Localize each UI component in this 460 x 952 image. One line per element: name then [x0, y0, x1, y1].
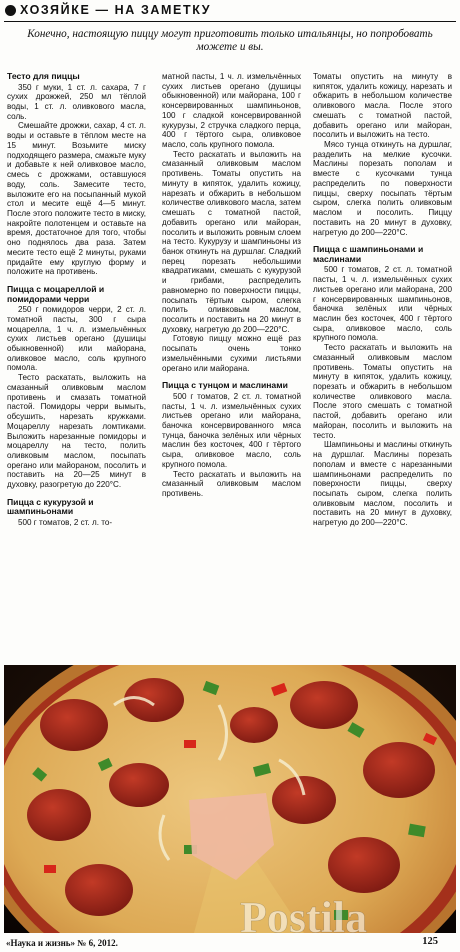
mushroom-ingredients: 500 г томатов, 2 ст. л. томатной пасты, 1 ч. л. измельчённых сухих листьев орегано или майорана, 200 г консервированных шампиньонов, баночка зелёных или чёрных маслин без косточек, 400 г тёртого сыра, оливковое масло, соль крупного помола. [313, 265, 452, 343]
corn-ingredients-cont: матной пасты, 1 ч. л. измельчённых сухих листьев орегано (душицы обыкновенной) или майорана, 100 г консервированных шампиньонов, 100 г сладкой консервированной кукурузы, 2 стручка сладкого перца, 400 г тёртого сыра, оливковое масло, соль крупного помола. [162, 72, 301, 150]
corn-heading: Пицца с кукурузой и шампиньонами [7, 496, 94, 517]
tuna-ingredients: 500 г томатов, 2 ст. л. томатной пасты, 1 ч. л. измельчённых сухих листьев орегано или майорана, баночка консервированного мяса тунца, баночка зелёных или чёрных маслин без косточек, 400 г тёртого сыра, оливковое масло, соль крупного помола. [162, 391, 301, 469]
journal-credit: «Наука и жизнь» № 6, 2012. [6, 938, 118, 948]
mozzarella-ingredients: 250 г помидоров черри, 2 ст. л. томатной пасты, 300 г сыра моцарелла, 1 ч. л. измельчённых сухих листьев орегано (душицы обыкновенной) или майорана, оливковое масло, соль крупного помола. [7, 305, 146, 373]
intro-text: Конечно, настоящую пиццу могут приготовить только итальянцы, но попробовать можете и вы. [27, 28, 433, 53]
dough-heading: Тесто для пиццы [7, 72, 80, 81]
corn-method: Тесто раскатать и выложить на смазанный оливковым маслом противень. Томаты опустить на минуту в кипяток, удалить кожицу, нарезать и обжарить в небольшом количестве оливкового масла, затем смешать с томатной пастой, добавить орегано или майоран, посолить и выложить ровным слоем на тесто. Кукурузу и шампиньоны из банок откинуть на дуршлаг. Сладкий перец порезать небольшими квадратиками, смешать с кукурузой и грибами, распределить равномерно по поверхности пиццы, посыпать тёртым сыром, слегка полить оливковым маслом, посолить и поставить на 20 минут в духовку, нагретую до 200—220°С. [162, 149, 301, 334]
text-column-1 [7, 72, 146, 657]
text-column-2 [162, 72, 301, 657]
section-header [4, 3, 456, 22]
mushroom-method-2: Шампиньоны и маслины откинуть на дуршлаг. Маслины порезать пополам и вместе с нарезанными шампиньонами распределить по поверхности пиццы, сверху посыпать сыром, слегка полить оливковым маслом, посолить и поставить на 20 минут в духовку, нагретую до 200—220°С. [313, 440, 452, 528]
mushroom-method: Тесто раскатать и выложить на смазанный оливковым маслом противень. Томаты опустить на минуту в кипяток, удалить кожицу, порезать и обжарить в небольшом количестве оливкового масла. После этого смешать с томатной пастой, добавить орегано или майоран, посолить и выложить на тесто. [313, 343, 452, 440]
tuna-method-cont: Томаты опустить на минуту в кипяток, удалить кожицу, нарезать и обжарить в небольшом количестве оливкового масла. После этого смешать с томатной пастой, добавить орегано или майоран, посолить и выложить на тесто. [313, 72, 452, 140]
mushroom-heading: Пицца с шампиньонами и маслинами [313, 244, 424, 264]
page-number: 125 [422, 936, 438, 947]
tuna-heading: Пицца с тунцом и маслинами [162, 380, 288, 391]
section-title: ХОЗЯЙКЕ — НА ЗАМЕТКУ [20, 3, 212, 17]
bullet-icon [5, 5, 16, 16]
corn-ingredients-start: 500 г томатов, 2 ст. л. то- [18, 518, 113, 527]
mozzarella-method: Тесто раскатать, выложить на смазанный оливковым маслом противень и смазать томатной пастой. Помидоры черри вымыть, обсушить, нарезать кружками. Моцареллу нарезать ломтиками. Выложить нарезанные помидоры и моцареллу на тесто, полить оливковым маслом, посыпать орегано или майораном, посолить и поставить на 20—25 минут в духовку, разогретую до 220°С. [7, 373, 146, 490]
mozzarella-heading: Пицца с моцареллой и помидорами черри [7, 283, 105, 304]
dough-ingredients: 350 г муки, 1 ст. л. сахара, 7 г сухих дрожжей, 250 мл тёплой воды, 1 ст. л. оливкового масла, соль. [7, 82, 146, 121]
tuna-method-start: Тесто раскатать и выложить на смазанный оливковым маслом противень. [162, 469, 301, 499]
watermark-text: Postila [240, 893, 368, 942]
corn-tip: Готовую пиццу можно ещё раз посыпать очень тонко измельчёнными сухими листьями орегано или майорана. [162, 334, 301, 373]
tuna-method-2: Мясо тунца откинуть на дуршлаг, разделить на мелкие кусочки. Маслины порезать пополам и вместе с кусочками тунца распределить по поверхности пиццы, сверху посыпать тёртым сыром, слегка полить оливковым маслом и посолить. Пиццу поставить на 20 минут в духовку, нагретую до 200—220°С. [313, 140, 452, 237]
text-column-3 [313, 72, 452, 657]
postila-watermark [240, 892, 450, 942]
dough-method: Смешайте дрожжи, сахар, 4 ст. л. воды и оставьте в тёплом месте на 15 минут. Возьмите миску подходящего размера, смажьте муку и добавьте к ней оливковое масло, смесь с дрожжами, оставшуюся воду, соль. Замесите тесто, выложите его на посыпанный мукой стол и месите ещё 4—5 минут. После этого положите тесто в миску, накройте полотенцем и оставьте на время, достаточное для того, чтобы оно поднялось два раза. Затем месите тесто ещё 2 минуты, руками придайте ему круглую форму и положите на противень. [7, 121, 146, 277]
